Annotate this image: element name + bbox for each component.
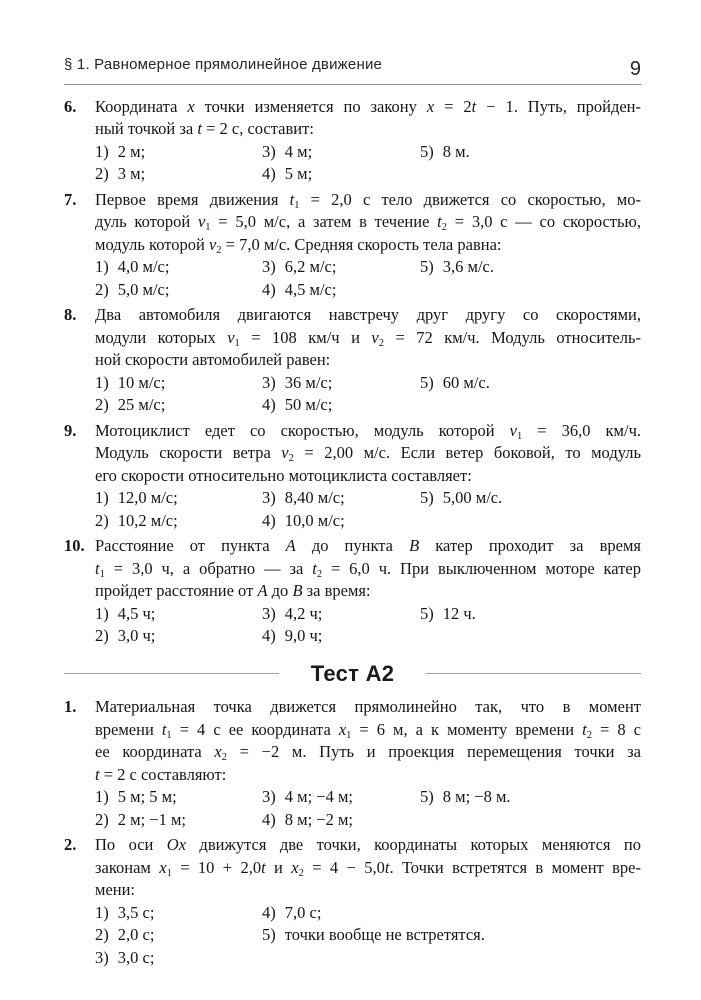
options-grid: [95, 487, 641, 532]
math-variable: t: [582, 719, 587, 739]
question-number: 2.: [64, 835, 77, 854]
option: [262, 510, 420, 533]
question: [64, 420, 641, 533]
math-variable: v: [197, 212, 206, 231]
option-text: 2,0 с;: [117, 925, 155, 944]
option-label: 1): [95, 787, 109, 806]
text-line: мени:: [95, 880, 136, 899]
options-column: [262, 786, 420, 831]
math-variable: t: [95, 764, 100, 784]
math-subscript: 1: [99, 568, 105, 580]
math-subscript: 2: [221, 752, 227, 763]
option-label: 1): [95, 488, 109, 507]
option-label: 2): [95, 510, 109, 530]
option: [262, 279, 420, 302]
option-label: 3): [262, 488, 276, 507]
question-body: [95, 420, 641, 533]
option-text: 2 м; −1 м;: [117, 809, 186, 829]
text-line: ный точкой за t = 2 с, составит:: [95, 119, 314, 138]
math-subscript: 2: [288, 453, 294, 464]
text-line: t = 2 с составляют:: [95, 764, 227, 784]
math-subscript: 1: [346, 729, 352, 741]
math-subscript: 1: [166, 729, 172, 741]
option: [95, 625, 262, 648]
option-text: 7,0 с;: [284, 902, 322, 922]
math-variable: x: [291, 857, 299, 877]
question-body: [95, 96, 641, 186]
math-variable: x: [187, 96, 195, 116]
text-line: По оси Ox движутся две точки, координаты которых меняются по: [95, 835, 642, 854]
option-text: 10 м/с;: [117, 372, 166, 392]
option-text: 5 м; 5 м;: [117, 787, 177, 806]
question-number: 9.: [64, 420, 77, 440]
option-text: точки вообще не встретятся.: [284, 925, 485, 944]
options-column: [95, 603, 262, 648]
page-header: [64, 54, 641, 85]
option-label: 2): [95, 279, 109, 299]
math-variable: t: [161, 719, 167, 739]
option: [95, 487, 262, 510]
options-grid: [95, 786, 641, 831]
options-grid: [95, 141, 641, 186]
option-label: 4): [262, 279, 276, 299]
math-variable: t: [312, 558, 317, 578]
question-body: [95, 834, 641, 969]
math-variable: x: [426, 96, 435, 116]
math-subscript: 2: [316, 568, 323, 580]
math-subscript: 2: [216, 244, 222, 256]
options-grid: [95, 256, 641, 301]
option-label: 2): [95, 809, 109, 829]
math-variable: t: [289, 189, 295, 209]
math-variable: x: [159, 857, 167, 877]
option-text: 25 м/с;: [117, 395, 166, 414]
option: [95, 786, 262, 809]
option: [95, 902, 262, 925]
options-column: [262, 603, 420, 648]
option: [262, 625, 420, 648]
math-subscript: 1: [516, 430, 523, 442]
question: [64, 834, 641, 969]
options-column: [420, 603, 641, 648]
option-label: 5): [420, 257, 434, 276]
math-variable: v: [371, 327, 379, 347]
option: [95, 924, 262, 947]
text-line: Первое время движения $t_1 = 2,0$ с тело движется со скоростью, мо-: [95, 189, 641, 211]
question-text: [95, 535, 641, 603]
option-label: 3): [262, 603, 276, 623]
option: [95, 947, 262, 970]
option-text: 5 м;: [284, 164, 313, 183]
math-variable: B: [292, 581, 303, 600]
option-label: 4): [262, 626, 276, 645]
math-variable: x: [214, 742, 222, 761]
option: [95, 279, 262, 302]
question-body: [95, 696, 641, 831]
text-line: Модуль скорости ветра $v_2 = 2,00$ м/с. Если ветер боковой, то модуль: [95, 443, 641, 464]
option: [262, 256, 420, 279]
question-number: 8.: [64, 305, 77, 324]
question: [64, 189, 641, 302]
option-text: 5,0 м/с;: [117, 279, 170, 299]
question-text: [95, 96, 641, 141]
text-line: Координата x точки изменяется по закону x = 2t − 1. Путь, пройден-: [95, 96, 641, 116]
option-text: 8,40 м/с;: [284, 488, 345, 507]
math-variable: x: [338, 719, 347, 739]
text-line: модули которых $v_1 = 108$ км/ч и $v_2 = 72$ км/ч. Модуль относитель-: [95, 327, 641, 349]
option: [262, 603, 420, 626]
option: [420, 256, 641, 279]
option: [262, 809, 420, 832]
option-text: 4,0 м/с;: [117, 257, 170, 276]
math-variable: v: [227, 327, 235, 347]
text-line: Материальная точка движется прямолинейно так, что в момент: [95, 697, 641, 716]
question-text: [95, 304, 641, 372]
math-variable: t: [95, 558, 100, 578]
question-number: 6.: [64, 96, 77, 116]
option: [420, 372, 641, 395]
options-column: [420, 487, 641, 532]
math-subscript: 2: [441, 222, 448, 233]
option: [95, 141, 262, 164]
heading-label: Тест А2: [310, 660, 395, 686]
options-column: [262, 256, 420, 301]
text-line: ной скорости автомобилей равен:: [95, 350, 331, 369]
option-label: 3): [262, 372, 276, 392]
math-subscript: 2: [378, 337, 384, 349]
option-text: 12,0 м/с;: [117, 488, 178, 507]
option-label: 2): [95, 626, 109, 645]
math-subscript: 1: [294, 199, 300, 211]
option-label: 5): [420, 372, 434, 392]
option: [95, 163, 262, 186]
option: [262, 141, 420, 164]
option: [95, 394, 262, 417]
question-number: 1.: [64, 697, 77, 716]
math-variable: t: [471, 96, 477, 116]
question-text: [95, 189, 641, 257]
question-text: [95, 834, 641, 902]
options-column: [95, 141, 262, 186]
question: [64, 696, 641, 831]
text-line: ее координата $x_2 = -2$ м. Путь и проекция перемещения точки за: [95, 742, 642, 763]
option: [262, 924, 641, 947]
math-subscript: 1: [234, 337, 240, 349]
option-text: 4 м;: [284, 141, 313, 161]
option-text: 3,0 с;: [117, 947, 155, 967]
option-label: 5): [420, 603, 434, 623]
text-line: $t_1 = 3,0$ ч, а обратно — за $t_2 = 6,0$ ч. При выключенном моторе катер: [95, 558, 641, 580]
options-column: [95, 372, 262, 417]
math-variable: v: [509, 420, 517, 440]
option: [95, 256, 262, 279]
page-number: 9: [629, 57, 641, 80]
option-text: 8 м; −2 м;: [284, 809, 353, 829]
heading-rule-left: [64, 673, 279, 674]
question-text: [95, 696, 641, 786]
option-label: 2): [95, 164, 109, 183]
math-variable: v: [208, 234, 217, 254]
option: [95, 372, 262, 395]
text-line: времени $t_1 = 4$ с ее координата $x_1 = 6$ м, а к моменту времени $t_2 = 8$ с: [95, 719, 641, 741]
option-label: 1): [95, 257, 109, 276]
option: [420, 487, 641, 510]
option: [420, 603, 641, 626]
question: [64, 535, 641, 648]
options-column: [262, 372, 420, 417]
text-line: дуль которой $v_1 = 5,0$ м/с, а затем в течение $t_2 = 3,0$ с — со скоростью,: [95, 212, 641, 233]
option-text: 2 м;: [117, 141, 146, 161]
options-column: [262, 487, 420, 532]
option-text: 6,2 м/с;: [284, 257, 337, 276]
question-body: [95, 304, 641, 417]
heading-rule-right: [426, 673, 641, 674]
option-label: 1): [95, 902, 109, 922]
option-label: 1): [95, 603, 109, 623]
section-title: § 1. Равномерное прямолинейное движение: [64, 56, 383, 73]
option-label: 3): [262, 257, 276, 276]
option-text: 8 м; −8 м.: [442, 787, 511, 806]
questions-a2-section: [64, 696, 641, 969]
text-line: законам $x_1 = 10 + 2,0t$ и $x_2 = 4 - 5,0t$. Точки встретятся в момент вре-: [95, 857, 641, 879]
option-text: 9,0 ч;: [284, 626, 323, 645]
option-text: 3,5 с;: [117, 902, 155, 922]
math-variable: t: [384, 857, 390, 877]
option-label: 5): [420, 488, 434, 507]
math-subscript: 2: [298, 867, 304, 879]
option-text: 8 м.: [442, 141, 470, 161]
option: [262, 394, 420, 417]
option: [95, 809, 262, 832]
option-text: 3,0 ч;: [117, 626, 156, 645]
options-grid: [95, 372, 641, 417]
option-text: 50 м/с;: [284, 395, 333, 414]
option-text: 10,2 м/с;: [117, 510, 178, 530]
option-text: 4,5 ч;: [117, 603, 156, 623]
math-variable: Ox: [166, 835, 187, 854]
math-variable: A: [257, 581, 268, 600]
test-a2-heading: [64, 660, 641, 686]
options-column: [95, 256, 262, 301]
math-variable: A: [285, 536, 296, 555]
options-column: [262, 141, 420, 186]
text-line: Два автомобиля двигаются навстречу друг другу со скоростями,: [95, 305, 641, 324]
question: [64, 304, 641, 417]
math-variable: t: [197, 119, 202, 138]
text-line: Расстояние от пункта A до пункта B катер проходит за время: [95, 536, 641, 555]
math-variable: t: [261, 857, 266, 877]
option-label: 5): [262, 925, 276, 944]
option: [262, 372, 420, 395]
option-label: 4): [262, 395, 276, 414]
option: [420, 141, 641, 164]
option-label: 3): [262, 141, 276, 161]
math-subscript: 2: [586, 729, 592, 741]
option-text: 4,5 м/с;: [284, 279, 337, 299]
option-label: 4): [262, 164, 276, 183]
options-grid: [95, 902, 641, 970]
option-label: 4): [262, 510, 276, 530]
option-text: 3 м;: [117, 164, 146, 183]
option: [262, 487, 420, 510]
options-column: [420, 141, 641, 186]
text-line: его скорости относительно мотоциклиста составляет:: [95, 465, 472, 485]
option-label: 3): [95, 947, 109, 967]
question-text: [95, 420, 641, 488]
option-label: 2): [95, 925, 109, 944]
options-column: [262, 902, 641, 970]
option: [95, 603, 262, 626]
math-subscript: 1: [205, 222, 211, 233]
option-text: 4,2 ч;: [284, 603, 323, 623]
text-line: пройдет расстояние от A до B за время:: [95, 581, 371, 600]
text-line: Мотоциклист едет со скоростью, модуль которой $v_1 = 36,0$ км/ч.: [95, 420, 641, 442]
option: [420, 786, 641, 809]
options-column: [95, 487, 262, 532]
options-grid: [95, 603, 641, 648]
options-column: [95, 786, 262, 831]
math-variable: B: [409, 536, 420, 555]
math-subscript: 1: [166, 867, 172, 879]
question-number: 10.: [64, 536, 85, 555]
option-text: 5,00 м/с.: [442, 488, 503, 507]
text-line: модуль которой $v_2 = 7,0$ м/с. Средняя скорость тела равна:: [95, 234, 502, 256]
option-label: 3): [262, 787, 276, 806]
option-label: 4): [262, 902, 276, 922]
option: [262, 786, 420, 809]
questions-a1-section: [64, 96, 641, 648]
option: [95, 510, 262, 533]
options-column: [420, 786, 641, 831]
option: [262, 902, 641, 925]
option-label: 5): [420, 787, 434, 806]
option-label: 1): [95, 372, 109, 392]
option-text: 3,6 м/с.: [442, 257, 494, 276]
option-text: 4 м; −4 м;: [284, 787, 353, 806]
question: [64, 96, 641, 186]
option-label: 1): [95, 141, 109, 161]
option-label: 5): [420, 141, 434, 161]
option: [262, 163, 420, 186]
question-number: 7.: [64, 189, 77, 209]
option-text: 60 м/с.: [442, 372, 490, 392]
options-column: [420, 256, 641, 301]
question-body: [95, 535, 641, 648]
option-label: 4): [262, 809, 276, 829]
question-body: [95, 189, 641, 302]
option-text: 10,0 м/с;: [284, 510, 345, 530]
option-label: 2): [95, 395, 109, 414]
options-column: [95, 902, 262, 970]
math-variable: t: [437, 212, 442, 231]
options-column: [420, 372, 641, 417]
option-text: 12 ч.: [442, 603, 476, 623]
math-variable: v: [281, 443, 289, 462]
option-text: 36 м/с;: [284, 372, 333, 392]
